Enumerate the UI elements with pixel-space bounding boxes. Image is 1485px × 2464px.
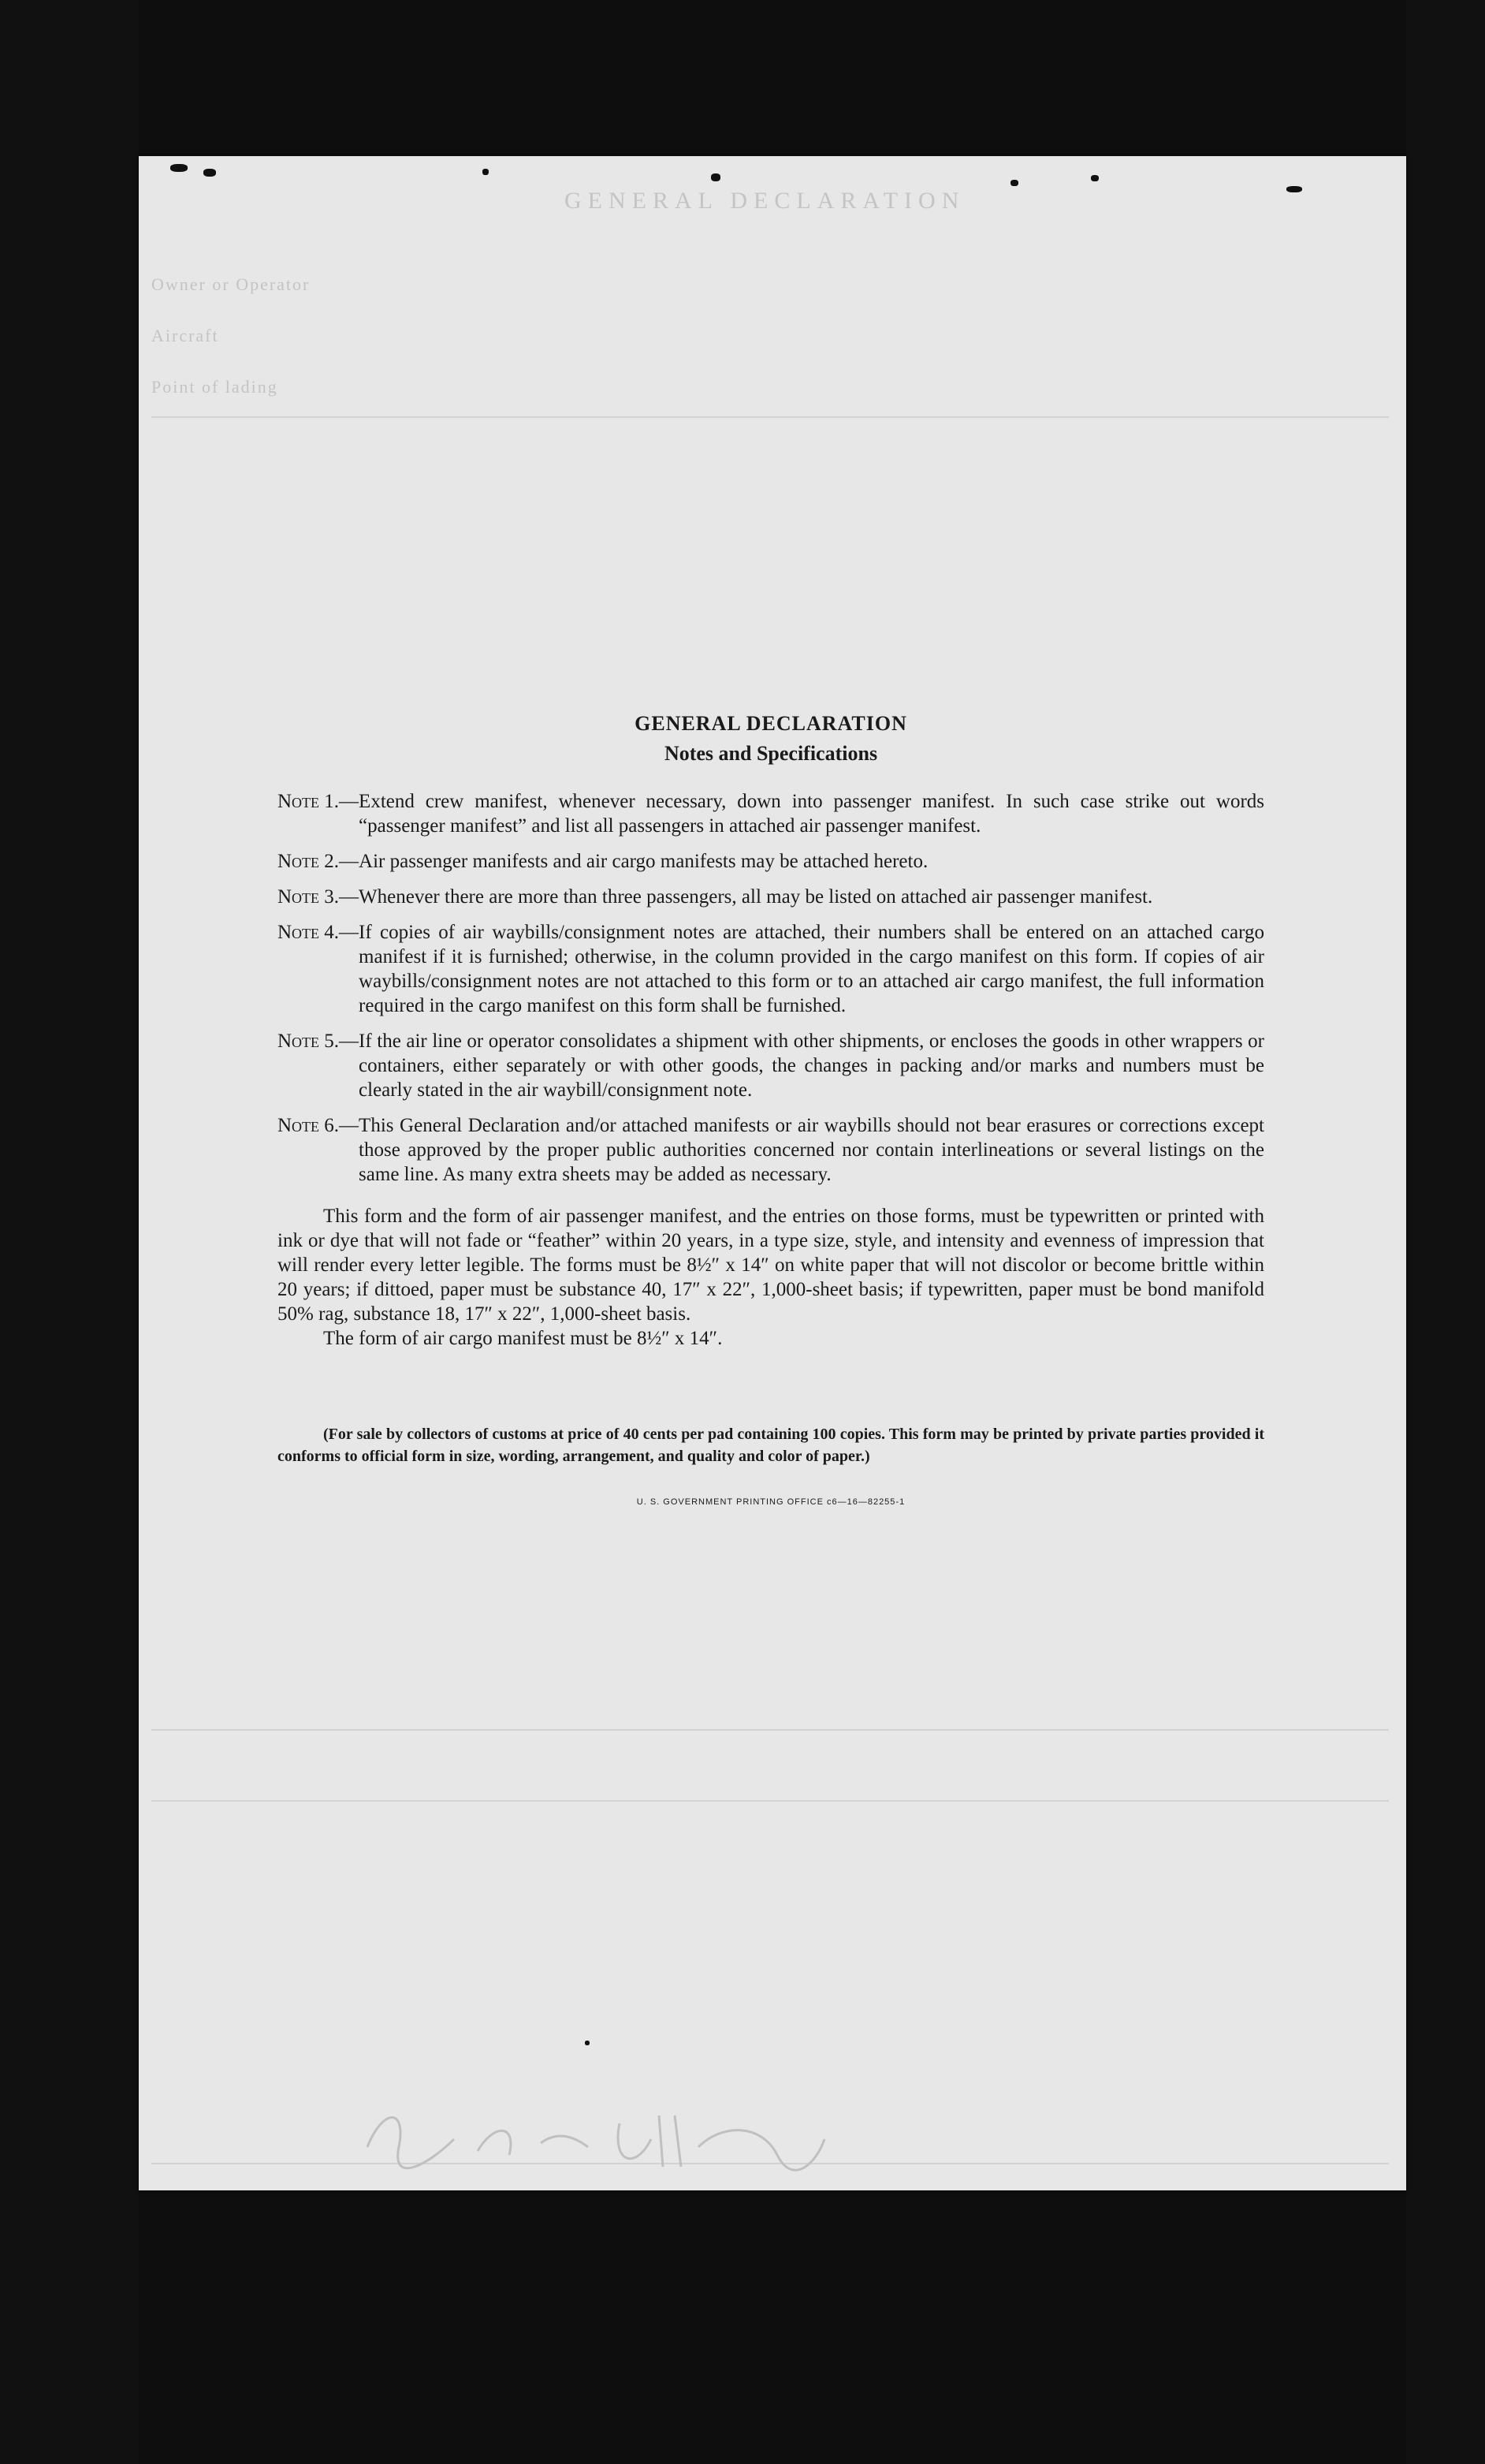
- cargo-manifest-size-line: The form of air cargo manifest must be 8½″ x 14″.: [323, 1328, 723, 1349]
- note-label: Note 3.: [277, 886, 340, 908]
- note-item: [277, 849, 1264, 874]
- note-text: Extend crew manifest, whenever necessary, down into passenger manifest. In such case strike out words “passenger manifest” and list all passengers in attached air passenger manifest.: [359, 791, 1264, 837]
- dust-speck: [482, 169, 489, 175]
- bleed-through-signature: [352, 2092, 840, 2179]
- note-dash: —: [339, 922, 359, 943]
- dust-speck: [585, 2041, 590, 2045]
- dust-speck: [1091, 175, 1099, 181]
- dust-speck: [1010, 180, 1018, 186]
- page-subtitle: Notes and Specifications: [664, 742, 878, 765]
- bleed-through-rule: [151, 1800, 1389, 1802]
- note-label: Note 5.: [277, 1031, 340, 1052]
- note-dash: —: [339, 1115, 359, 1136]
- form-specification-paragraph: This form and the form of air passenger manifest, and the entries on those forms, must be typewritten or printed with ink or dye that will not fade or “feather” within 20 years, in a type size, style, and intensity and evenness of impression that will render every letter legible. The forms must be 8½″ x 14″ on white paper that will not discolor or become brittle within 20 years; if dittoed, paper must be substance 40, 17″ x 22″, 1,000-sheet basis; if typewritten, paper must be bond manifold 50% rag, substance 18, 17″ x 22″, 1,000-sheet basis.: [277, 1206, 1264, 1325]
- note-text: This General Declaration and/or attached manifests or air waybills should not bear erasures or corrections except those approved by the proper public authorities concerned nor contain interlineations or several listings on the same line. As many extra sheets may be added as necessary.: [359, 1115, 1264, 1185]
- printer-imprint: U. S. GOVERNMENT PRINTING OFFICE c6—16—82255-1: [636, 1497, 906, 1507]
- note-text: Whenever there are more than three passengers, all may be listed on attached air passenger manifest.: [359, 886, 1153, 908]
- note-label: Note 4.: [277, 922, 340, 943]
- page-title: GENERAL DECLARATION: [635, 712, 907, 735]
- note-item: [277, 920, 1264, 1018]
- dust-speck: [170, 164, 188, 172]
- note-text: Air passenger manifests and air cargo manifests may be attached hereto.: [359, 851, 929, 872]
- document-page: [139, 156, 1406, 2190]
- note-label: Note 1.: [277, 791, 340, 812]
- bleed-through-label: Point of lading: [151, 377, 278, 397]
- bleed-through-header: GENERAL DECLARATION: [564, 188, 966, 214]
- film-border-right: [1406, 0, 1485, 2464]
- note-item: [277, 885, 1264, 909]
- bleed-through-rule: [151, 416, 1389, 418]
- bleed-through-label: Owner or Operator: [151, 274, 311, 294]
- note-item: [277, 1029, 1264, 1102]
- dust-speck: [203, 169, 216, 177]
- note-item: [277, 1113, 1264, 1187]
- note-label: Note 2.: [277, 851, 340, 872]
- note-label: Note 6.: [277, 1115, 340, 1136]
- dust-speck: [711, 173, 720, 181]
- sale-notice: (For sale by collectors of customs at price of 40 cents per pad containing 100 copies. This form may be printed by private parties provided it conforms to official form in size, wording, arrangement, and quality and color of paper.): [277, 1426, 1264, 1465]
- note-dash: —: [339, 1031, 359, 1052]
- dust-speck: [1286, 186, 1302, 192]
- note-dash: —: [339, 851, 359, 872]
- bleed-through-rule: [151, 1729, 1389, 1731]
- note-text: If the air line or operator consolidates a shipment with other shipments, or encloses the goods in other wrappers or containers, either separately or with other goods, the changes in packing and/or marks and numbers must be clearly stated in the air waybill/consignment note.: [359, 1031, 1264, 1101]
- notes-section: [277, 712, 1264, 1507]
- note-item: [277, 789, 1264, 838]
- note-dash: —: [339, 886, 359, 908]
- film-border-left: [0, 0, 139, 2464]
- note-dash: —: [339, 791, 359, 812]
- bleed-through-label: Aircraft: [151, 326, 219, 345]
- note-text: If copies of air waybills/consignment notes are attached, their numbers shall be entered on an attached cargo manifest if it is furnished; otherwise, in the column provided in the cargo manifest on this form. If copies of air waybills/consignment notes are not attached to this form or to an attached air cargo manifest, the full information required in the cargo manifest on this form shall be furnished.: [359, 922, 1264, 1016]
